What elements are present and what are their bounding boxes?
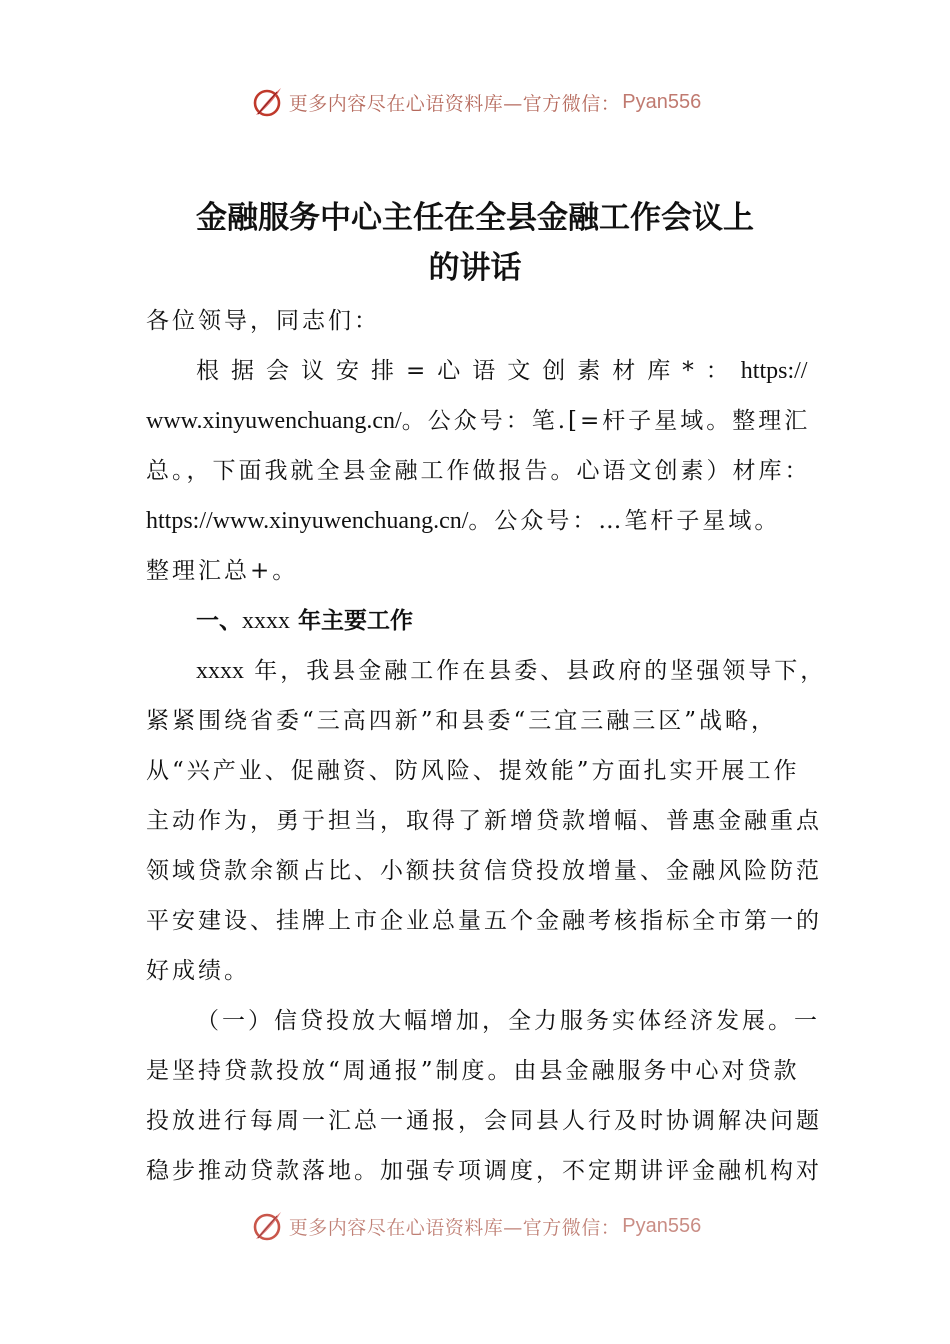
paragraph-2-line-4: 主动作为，勇于担当，取得了新增贷款增幅、普惠金融重点 xyxy=(146,808,822,834)
watermark-text: 更多内容尽在心语资料库—官方微信： xyxy=(288,1216,621,1239)
paragraph-3-line-2: 是坚持贷款投放“周通报”制度。由县金融服务中心对贷款 xyxy=(146,1058,800,1084)
watermark-header xyxy=(0,82,950,122)
title-line-2: 的讲话 xyxy=(428,250,522,286)
watermark-footer xyxy=(0,1206,950,1246)
document-body xyxy=(146,296,827,1196)
feather-ring-logo-icon xyxy=(249,84,285,120)
paragraph-2-line-5: 领域贷款余额占比、小额扶贫信贷投放增量、金融风险防范 xyxy=(146,858,822,884)
paragraph-3-line-1: （一）信贷投放大幅增加，全力服务实体经济发展。一 xyxy=(196,1008,820,1034)
watermark-wechat-id: Pyan556 xyxy=(622,90,702,113)
paragraph-2-line-3: 从“兴产业、促融资、防风险、提效能”方面扎实开展工作 xyxy=(146,758,800,784)
paragraph-2-line-1: xxxx 年，我县金融工作在县委、县政府的坚强领导下， xyxy=(196,658,827,684)
paragraph-1-line-1: 根据会议安排=心语文创素材库*：https:// xyxy=(196,358,808,384)
page-title xyxy=(120,193,830,293)
paragraph-2-line-6: 平安建设、挂牌上市企业总量五个金融考核指标全市第一的 xyxy=(146,908,822,934)
paragraph-3-line-4: 稳步推动贷款落地。加强专项调度，不定期讲评金融机构对 xyxy=(146,1158,822,1184)
watermark-wechat-id: Pyan556 xyxy=(622,1214,702,1237)
paragraph-1-line-3: 总。，下面我就全县金融工作做报告。心语文创素）材库： xyxy=(146,458,811,484)
watermark-text: 更多内容尽在心语资料库—官方微信： xyxy=(288,92,621,115)
paragraph-1-line-2: www.xinyuwenchuang.cn/。公众号：笔.[=杆子星域。整理汇 xyxy=(146,408,811,434)
paragraph-1-line-5: 整理汇总+。 xyxy=(146,558,299,584)
paragraph-3-line-3: 投放进行每周一汇总一通报，会同县人行及时协调解决问题 xyxy=(146,1108,822,1134)
section-heading-1: 一、xxxx 年主要工作 xyxy=(196,608,414,634)
title-line-1: 金融服务中心主任在全县金融工作会议上 xyxy=(196,200,754,236)
greeting: 各位领导，同志们： xyxy=(146,308,380,334)
paragraph-2-line-7: 好成绩。 xyxy=(146,958,250,984)
feather-ring-logo-icon xyxy=(249,1208,285,1244)
paragraph-1-line-4: https://www.xinyuwenchuang.cn/。公众号：…笔杆子星域。 xyxy=(146,508,781,534)
paragraph-2-line-2: 紧紧围绕省委“三高四新”和县委“三宜三融三区”战略， xyxy=(146,708,778,734)
